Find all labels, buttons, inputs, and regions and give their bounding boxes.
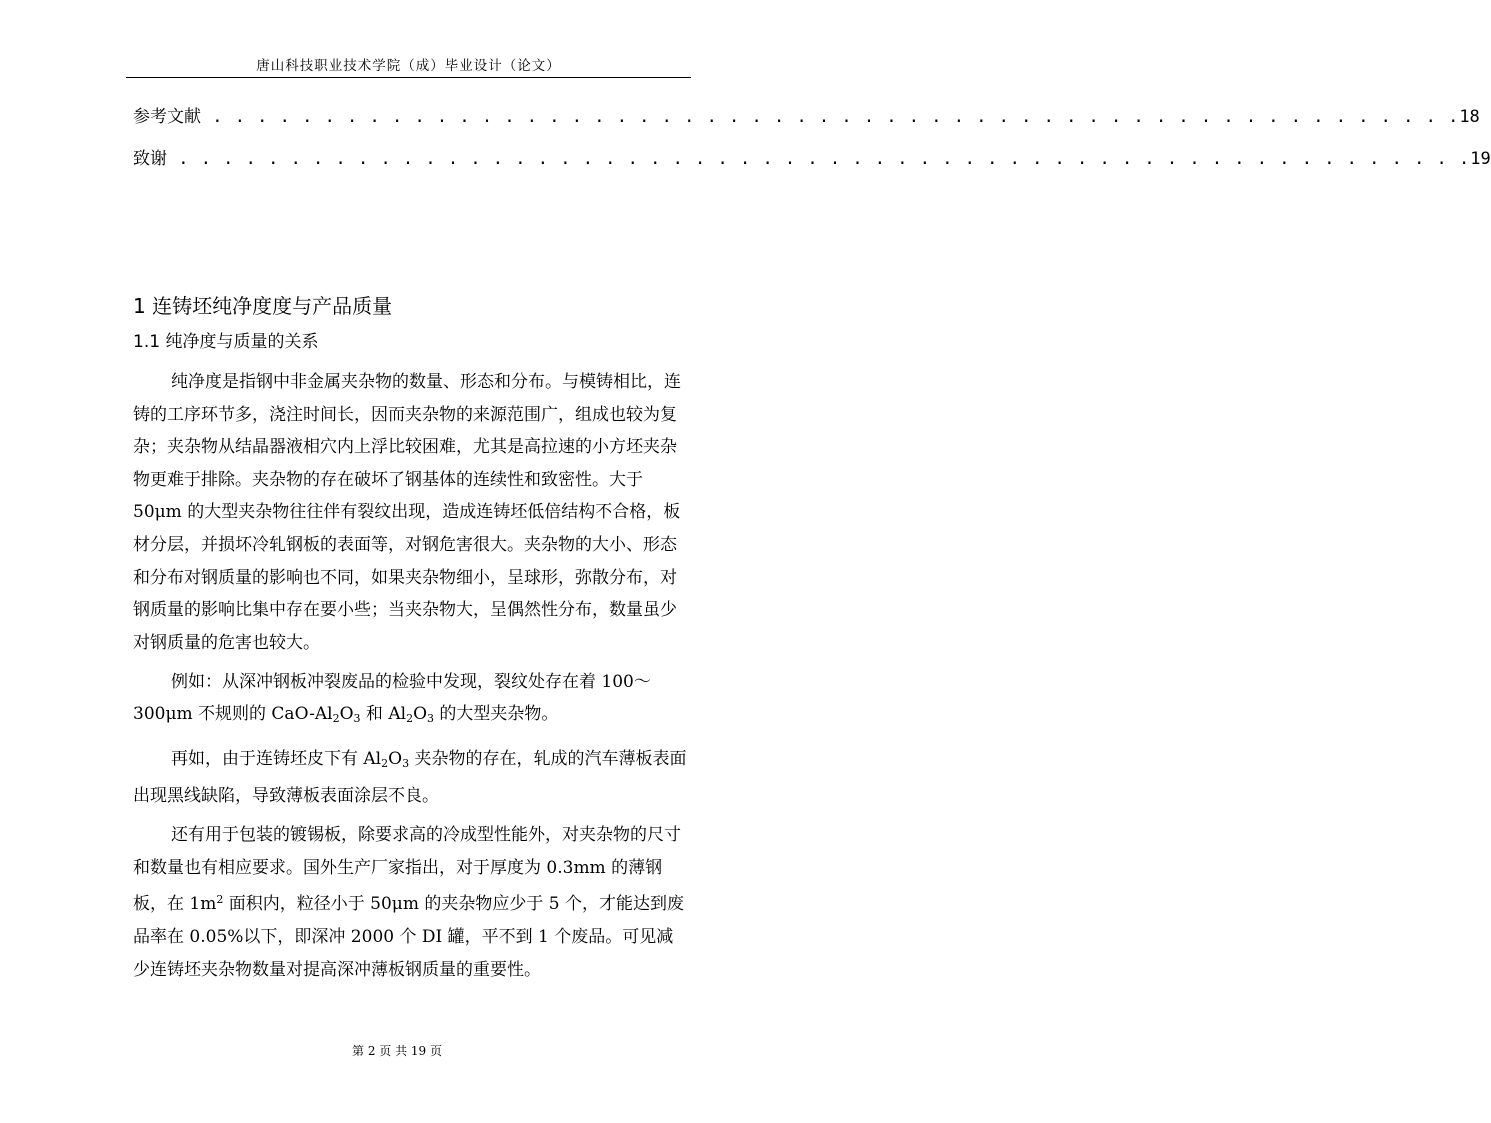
paragraph-example-1: 例如：从深冲钢板冲裂废品的检验中发现，裂纹处存在着 100～300μm 不规则的 CaO-$Al_2O_3$ 和 $Al_2O_3$ 的大型夹杂物。 xyxy=(133,671,651,726)
paragraph-purity: 纯净度是指钢中非金属夹杂物的数量、形态和分布。与模铸相比，连铸的工序环节多，浇注时间长，因而夹杂物的来源范围广，组成也较为复杂；夹杂物从结晶器液相穴内上浮比较困难，尤其是高拉速的小方坯夹杂物更难于排除。夹杂物的存在破坏了钢基体的连续性和致密性。大于 50μm 的大型夹杂物往往伴有裂纹出现，造成连铸坯低倍结构不合格，板材分层，并损坏冷轧钢板的表面等，对钢危害很大。夹杂物的大小、形态和分布对钢质量的影响也不同，如果夹杂物细小，呈球形，弥散分布，对钢质量的影响比集中存在要小些；当夹杂物大，呈偶然性分布，数量虽少对钢质量的危害也较大。 xyxy=(133,372,681,653)
toc-leader-dots: . . . . . . . . . . . . . . . . . . . . . . . . . . . . . . . . . . . . . . . . . . . . . . . . . . . . . . . . . . xyxy=(167,149,1471,169)
toc-label: 致谢 xyxy=(133,149,167,169)
section-heading: 1 连铸坯纯净度度与产品质量 xyxy=(133,294,393,318)
paragraph-example-2: 再如，由于连铸坯皮下有 $Al_2O_3$ 夹杂物的存在，轧成的汽车薄板表面出现黑线缺陷，导致薄板表面涂层不良。 xyxy=(133,748,687,807)
toc-page-number: 18 xyxy=(1459,107,1480,127)
toc-leader-dots: . . . . . . . . . . . . . . . . . . . . . . . . . . . . . . . . . . . . . . . . . . . . . . . . . . . . . . . . xyxy=(201,107,1460,127)
paragraph-tinplate: 还有用于包装的镀锡板，除要求高的冷成型性能外，对夹杂物的尺寸和数量也有相应要求。国外生产厂家指出，对于厚度为 0.3mm 的薄钢板，在 $1m^2$ 面积内，粒径小于 50μm 的夹杂物应少于 5 个，才能达到废品率在 0.05%以下，即深冲 2000 个 DI 罐，平不到 1 个废品。可见减少连铸坯夹杂物数量对提高深冲薄板钢质量的重要性。 xyxy=(133,825,684,980)
page-header-title: 唐山科技职业技术学院（成）毕业设计（论文） xyxy=(256,58,561,74)
toc-page-number: 19 xyxy=(1470,149,1491,169)
body-text xyxy=(133,366,689,986)
toc-entry-references[interactable] xyxy=(133,105,1480,129)
toc-label: 参考文献 xyxy=(133,107,201,127)
page-footer: 第 2 页 共 19 页 xyxy=(352,1044,442,1058)
header-rule xyxy=(126,77,691,78)
toc-entry-acknowledgements[interactable] xyxy=(133,147,1491,171)
subsection-heading: 1.1 纯净度与质量的关系 xyxy=(133,332,319,352)
